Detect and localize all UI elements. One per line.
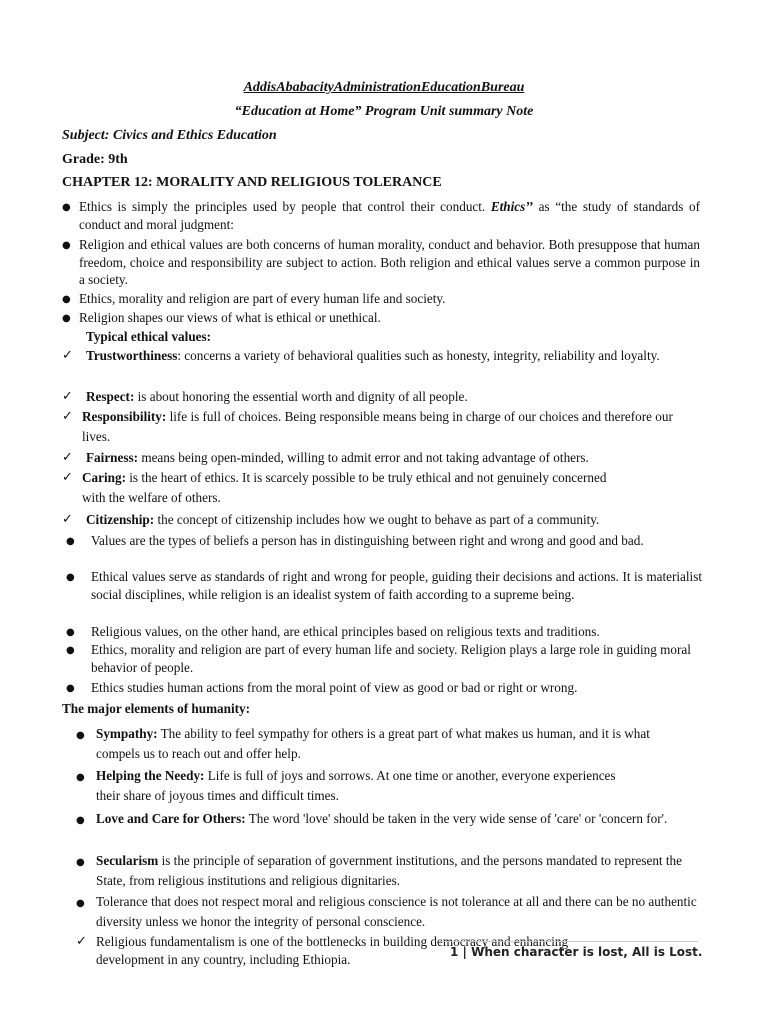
list-item-text: Ethics studies human actions from the moral point of view as good or bad or right or wrong. bbox=[91, 680, 578, 695]
list-item-text: Religion shapes our views of what is ethical or unethical. bbox=[79, 310, 381, 325]
grade-line: Grade: 9th bbox=[62, 152, 128, 167]
check-icon: ✓ bbox=[62, 409, 73, 424]
chapter-title: CHAPTER 12: MORALITY AND RELIGIOUS TOLERANCE bbox=[62, 175, 442, 190]
list-item-text: Fairness: means being open-minded, willing to admit error and not taking advantage of others. bbox=[86, 450, 589, 465]
list-item-text: Ethics is simply the principles used by people that control their conduct. Ethics’’ as “the study of standards of conduct and moral judgment: bbox=[79, 199, 700, 232]
list-item-text: Love and Care for Others: The word 'love' should be taken in the very wide sense of 'care' or 'concern for'. bbox=[96, 811, 668, 826]
bullet-icon: ● bbox=[76, 815, 85, 826]
bullet-icon: ● bbox=[66, 683, 75, 694]
list-item-text: Citizenship: the concept of citizenship includes how we ought to behave as part of a community. bbox=[86, 512, 600, 527]
list-item-text: Caring: is the heart of ethics. It is scarcely possible to be truly ethical and not genuinely concerned with the welfare of others. bbox=[82, 470, 607, 505]
list-item-text: Tolerance that does not respect moral and religious conscience is not tolerance at all and there can be no authentic diversity unless we honor the integrity of personal conscience. bbox=[96, 894, 697, 929]
bullet-icon: ● bbox=[76, 857, 85, 868]
bullet-icon: ● bbox=[66, 572, 75, 583]
bullet-icon: ● bbox=[76, 772, 85, 783]
bullet-icon: ● bbox=[62, 202, 71, 213]
check-icon: ✓ bbox=[62, 450, 73, 465]
bullet-icon: ● bbox=[62, 294, 71, 305]
check-icon: ✓ bbox=[62, 512, 73, 527]
list-item-text: Values are the types of beliefs a person has in distinguishing between right and wrong and good and bad. bbox=[91, 533, 644, 548]
check-icon: ✓ bbox=[62, 389, 73, 404]
typical-values-heading: Typical ethical values: bbox=[86, 329, 212, 344]
list-item-text: Secularism is the principle of separation of government institutions, and the persons mandated to represent the State, from religious institutions and religious dignitaries. bbox=[96, 853, 682, 888]
bureau-title: AddisAbabacityAdministrationEducationBureau bbox=[243, 80, 525, 95]
footer-motto: When character is lost, All is Lost. bbox=[471, 945, 703, 959]
list-item-text: Responsibility: life is full of choices. Being responsible means being in charge of our choices and therefore our lives. bbox=[82, 409, 673, 444]
page-number: 1 bbox=[450, 945, 459, 959]
bullet-icon: ● bbox=[66, 645, 75, 656]
list-item-text: Ethics, morality and religion are part of every human life and society. Religion plays a large role in guiding moral behavior of people. bbox=[91, 642, 691, 675]
list-item-text: Trustworthiness: concerns a variety of behavioral qualities such as honesty, integrity, reliability and loyalty. bbox=[86, 348, 660, 363]
bullet-icon: ● bbox=[62, 240, 71, 251]
bullet-icon: ● bbox=[76, 730, 85, 741]
check-icon: ✓ bbox=[76, 934, 87, 949]
list-item-text: Religion and ethical values are both concerns of human morality, conduct and behavior. Both presuppose that human freedom, choice and responsibility are subject to action. Both religion and ethical values serve a common purpose in a society. bbox=[79, 237, 700, 287]
list-item-text: Respect: is about honoring the essential worth and dignity of all people. bbox=[86, 389, 468, 404]
bullet-icon: ● bbox=[66, 627, 75, 638]
list-item-text: Sympathy: The ability to feel sympathy for others is a great part of what makes us human, and it is what compels us to reach out and offer help. bbox=[96, 726, 650, 761]
footer-divider bbox=[440, 941, 698, 942]
list-item-text: Religious fundamentalism is one of the bottlenecks in building democracy and enhancing development in any country, including Ethiopia. bbox=[96, 934, 569, 967]
footer-separator: | bbox=[462, 945, 467, 959]
list-item-text: Ethical values serve as standards of right and wrong for people, guiding their decisions and actions. It is materialist social disciplines, while religion is an idealist system of faith according to a supreme being. bbox=[91, 569, 702, 602]
list-item-text: Ethics, morality and religion are part of every human life and society. bbox=[79, 291, 446, 306]
bullet-icon: ● bbox=[66, 536, 75, 547]
humanity-heading: The major elements of humanity: bbox=[62, 701, 251, 716]
subject-line: Subject: Civics and Ethics Education bbox=[62, 128, 277, 143]
check-icon: ✓ bbox=[62, 348, 73, 363]
program-title: “Education at Home” Program Unit summary Note bbox=[234, 104, 534, 119]
page-footer bbox=[450, 944, 702, 962]
list-item-text: Religious values, on the other hand, are ethical principles based on religious texts and traditions. bbox=[91, 624, 600, 639]
bullet-icon: ● bbox=[76, 898, 85, 909]
bullet-icon: ● bbox=[62, 313, 71, 324]
check-icon: ✓ bbox=[62, 470, 73, 485]
list-item-text: Helping the Needy: Life is full of joys and sorrows. At one time or another, everyone experiences their share of joyous times and difficult times. bbox=[96, 768, 616, 803]
